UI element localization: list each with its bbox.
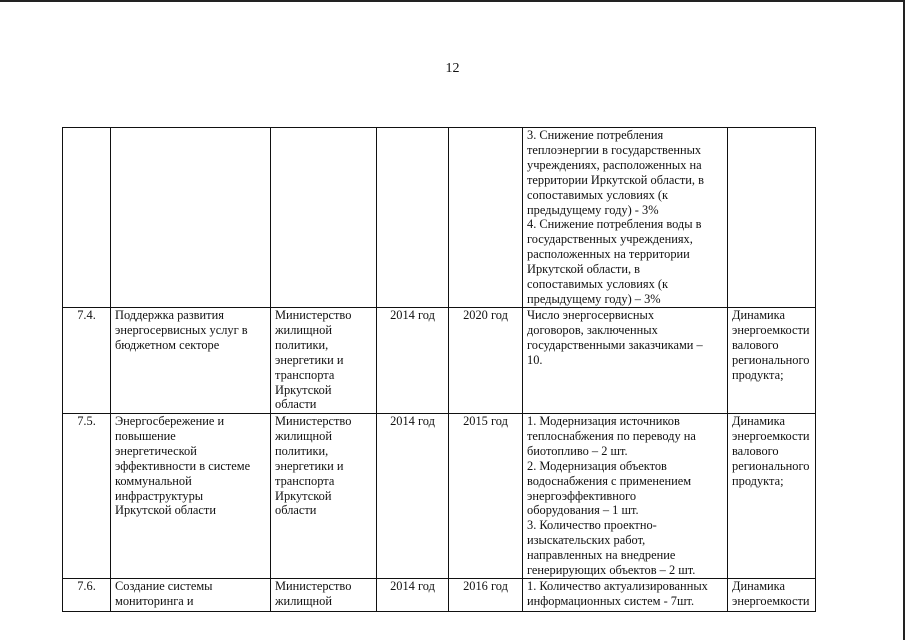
table-row [63, 128, 816, 308]
text-line: повышение [115, 428, 176, 443]
row-number [63, 128, 111, 308]
end-year: 2020 год [449, 308, 523, 414]
text-line: расположенных на территории [527, 247, 690, 262]
text-line: 2. Модернизация объектов [527, 458, 667, 473]
target-indicator [728, 579, 816, 612]
text-line: жилищной [275, 593, 333, 608]
text-line: сопоставимых условиях (к [527, 277, 669, 292]
text-line: Иркутской области, в [527, 262, 641, 277]
text-line: 3. Количество проектно- [527, 518, 657, 533]
text-line: 1. Количество актуализированных [527, 579, 708, 593]
text-line: транспорта [275, 473, 335, 488]
text-line: транспорта [275, 367, 335, 382]
text-line: учреждениях, расположенных на [527, 157, 702, 172]
text-line: государственных учреждениях, [527, 232, 693, 247]
text-line: регионального [732, 458, 810, 473]
page-number: 12 [445, 61, 460, 76]
text-line: энергоемкости [732, 322, 810, 337]
text-line: 4. Снижение потребления воды в [527, 217, 702, 232]
text-line: 3. Снижение потребления [527, 128, 664, 142]
text-line: Министерство [275, 414, 352, 428]
text-line: 1. Модернизация источников [527, 414, 680, 428]
text-line: энергетики и [275, 352, 344, 367]
text-line: энергоемкости [732, 593, 810, 608]
text-line: энергетики и [275, 458, 344, 473]
responsible-executor [271, 579, 377, 612]
row-number: 7.6. [63, 579, 111, 612]
text-line: Министерство [275, 308, 352, 322]
text-line: Динамика [732, 308, 786, 322]
text-line: Иркутской [275, 382, 332, 397]
text-line: энергоемкости [732, 428, 810, 443]
text-line: Число энергосервисных [527, 308, 655, 322]
target-indicator [728, 414, 816, 579]
program-table [62, 127, 816, 612]
expected-results [523, 308, 728, 414]
text-line: регионального [732, 352, 810, 367]
text-line: области [275, 503, 317, 518]
text-line: продукта; [732, 367, 784, 382]
text-line: валового [732, 443, 779, 458]
text-line: инфраструктуры [115, 488, 204, 503]
text-line: предыдущему году) - 3% [527, 202, 659, 217]
measure-name [111, 128, 271, 308]
measure-name [111, 579, 271, 612]
text-line: жилищной [275, 322, 333, 337]
table-row [63, 579, 816, 612]
text-line: Динамика [732, 579, 786, 593]
text-line: направленных на внедрение [527, 548, 676, 563]
responsible-executor [271, 308, 377, 414]
text-line: генерирующих объектов – 2 шт. [527, 563, 696, 578]
text-line: эффективности в системе [115, 458, 251, 473]
start-year [377, 128, 449, 308]
start-year: 2014 год [377, 308, 449, 414]
text-line: информационных систем - 7шт. [527, 593, 695, 608]
table-row [63, 308, 816, 414]
text-line: территории Иркутской области, в [527, 172, 704, 187]
text-line: Поддержка развития [115, 308, 224, 322]
target-indicator [728, 308, 816, 414]
table-row [63, 414, 816, 579]
expected-results [523, 414, 728, 579]
text-line: политики, [275, 337, 329, 352]
text-line: изыскательских работ, [527, 533, 646, 548]
text-line: энергетической [115, 443, 197, 458]
text-line: Иркутской [275, 488, 332, 503]
text-line: энергоэффективного [527, 488, 637, 503]
text-line: области [275, 397, 317, 412]
end-year: 2016 год [449, 579, 523, 612]
responsible-executor [271, 128, 377, 308]
text-line: 10. [527, 352, 543, 367]
row-number: 7.5. [63, 414, 111, 579]
text-line: энергосервисных услуг в [115, 322, 248, 337]
end-year [449, 128, 523, 308]
text-line: мониторинга и [115, 593, 194, 608]
text-line: Иркутской области [115, 503, 216, 518]
text-line: предыдущему году) – 3% [527, 291, 661, 306]
text-line: продукта; [732, 473, 784, 488]
target-indicator [728, 128, 816, 308]
measure-name [111, 308, 271, 414]
text-line: оборудования – 1 шт. [527, 503, 639, 518]
text-line: Министерство [275, 579, 352, 593]
text-line: договоров, заключенных [527, 322, 658, 337]
text-line: сопоставимых условиях (к [527, 187, 669, 202]
text-line: валового [732, 337, 779, 352]
text-line: государственными заказчиками – [527, 337, 703, 352]
measure-name [111, 414, 271, 579]
start-year: 2014 год [377, 414, 449, 579]
row-number: 7.4. [63, 308, 111, 414]
text-line: коммунальной [115, 473, 192, 488]
expected-results [523, 128, 728, 308]
expected-results [523, 579, 728, 612]
responsible-executor [271, 414, 377, 579]
start-year: 2014 год [377, 579, 449, 612]
scan-edge-top [0, 0, 905, 2]
end-year: 2015 год [449, 414, 523, 579]
text-line: жилищной [275, 428, 333, 443]
text-line: Создание системы [115, 579, 213, 593]
text-line: Динамика [732, 414, 786, 428]
text-line: теплоэнергии в государственных [527, 142, 702, 157]
text-line: политики, [275, 443, 329, 458]
text-line: биотопливо – 2 шт. [527, 443, 628, 458]
text-line: бюджетном секторе [115, 337, 220, 352]
text-line: теплоснабжения по переводу на [527, 428, 696, 443]
text-line: Энергосбережение и [115, 414, 225, 428]
text-line: водоснабжения с применением [527, 473, 692, 488]
